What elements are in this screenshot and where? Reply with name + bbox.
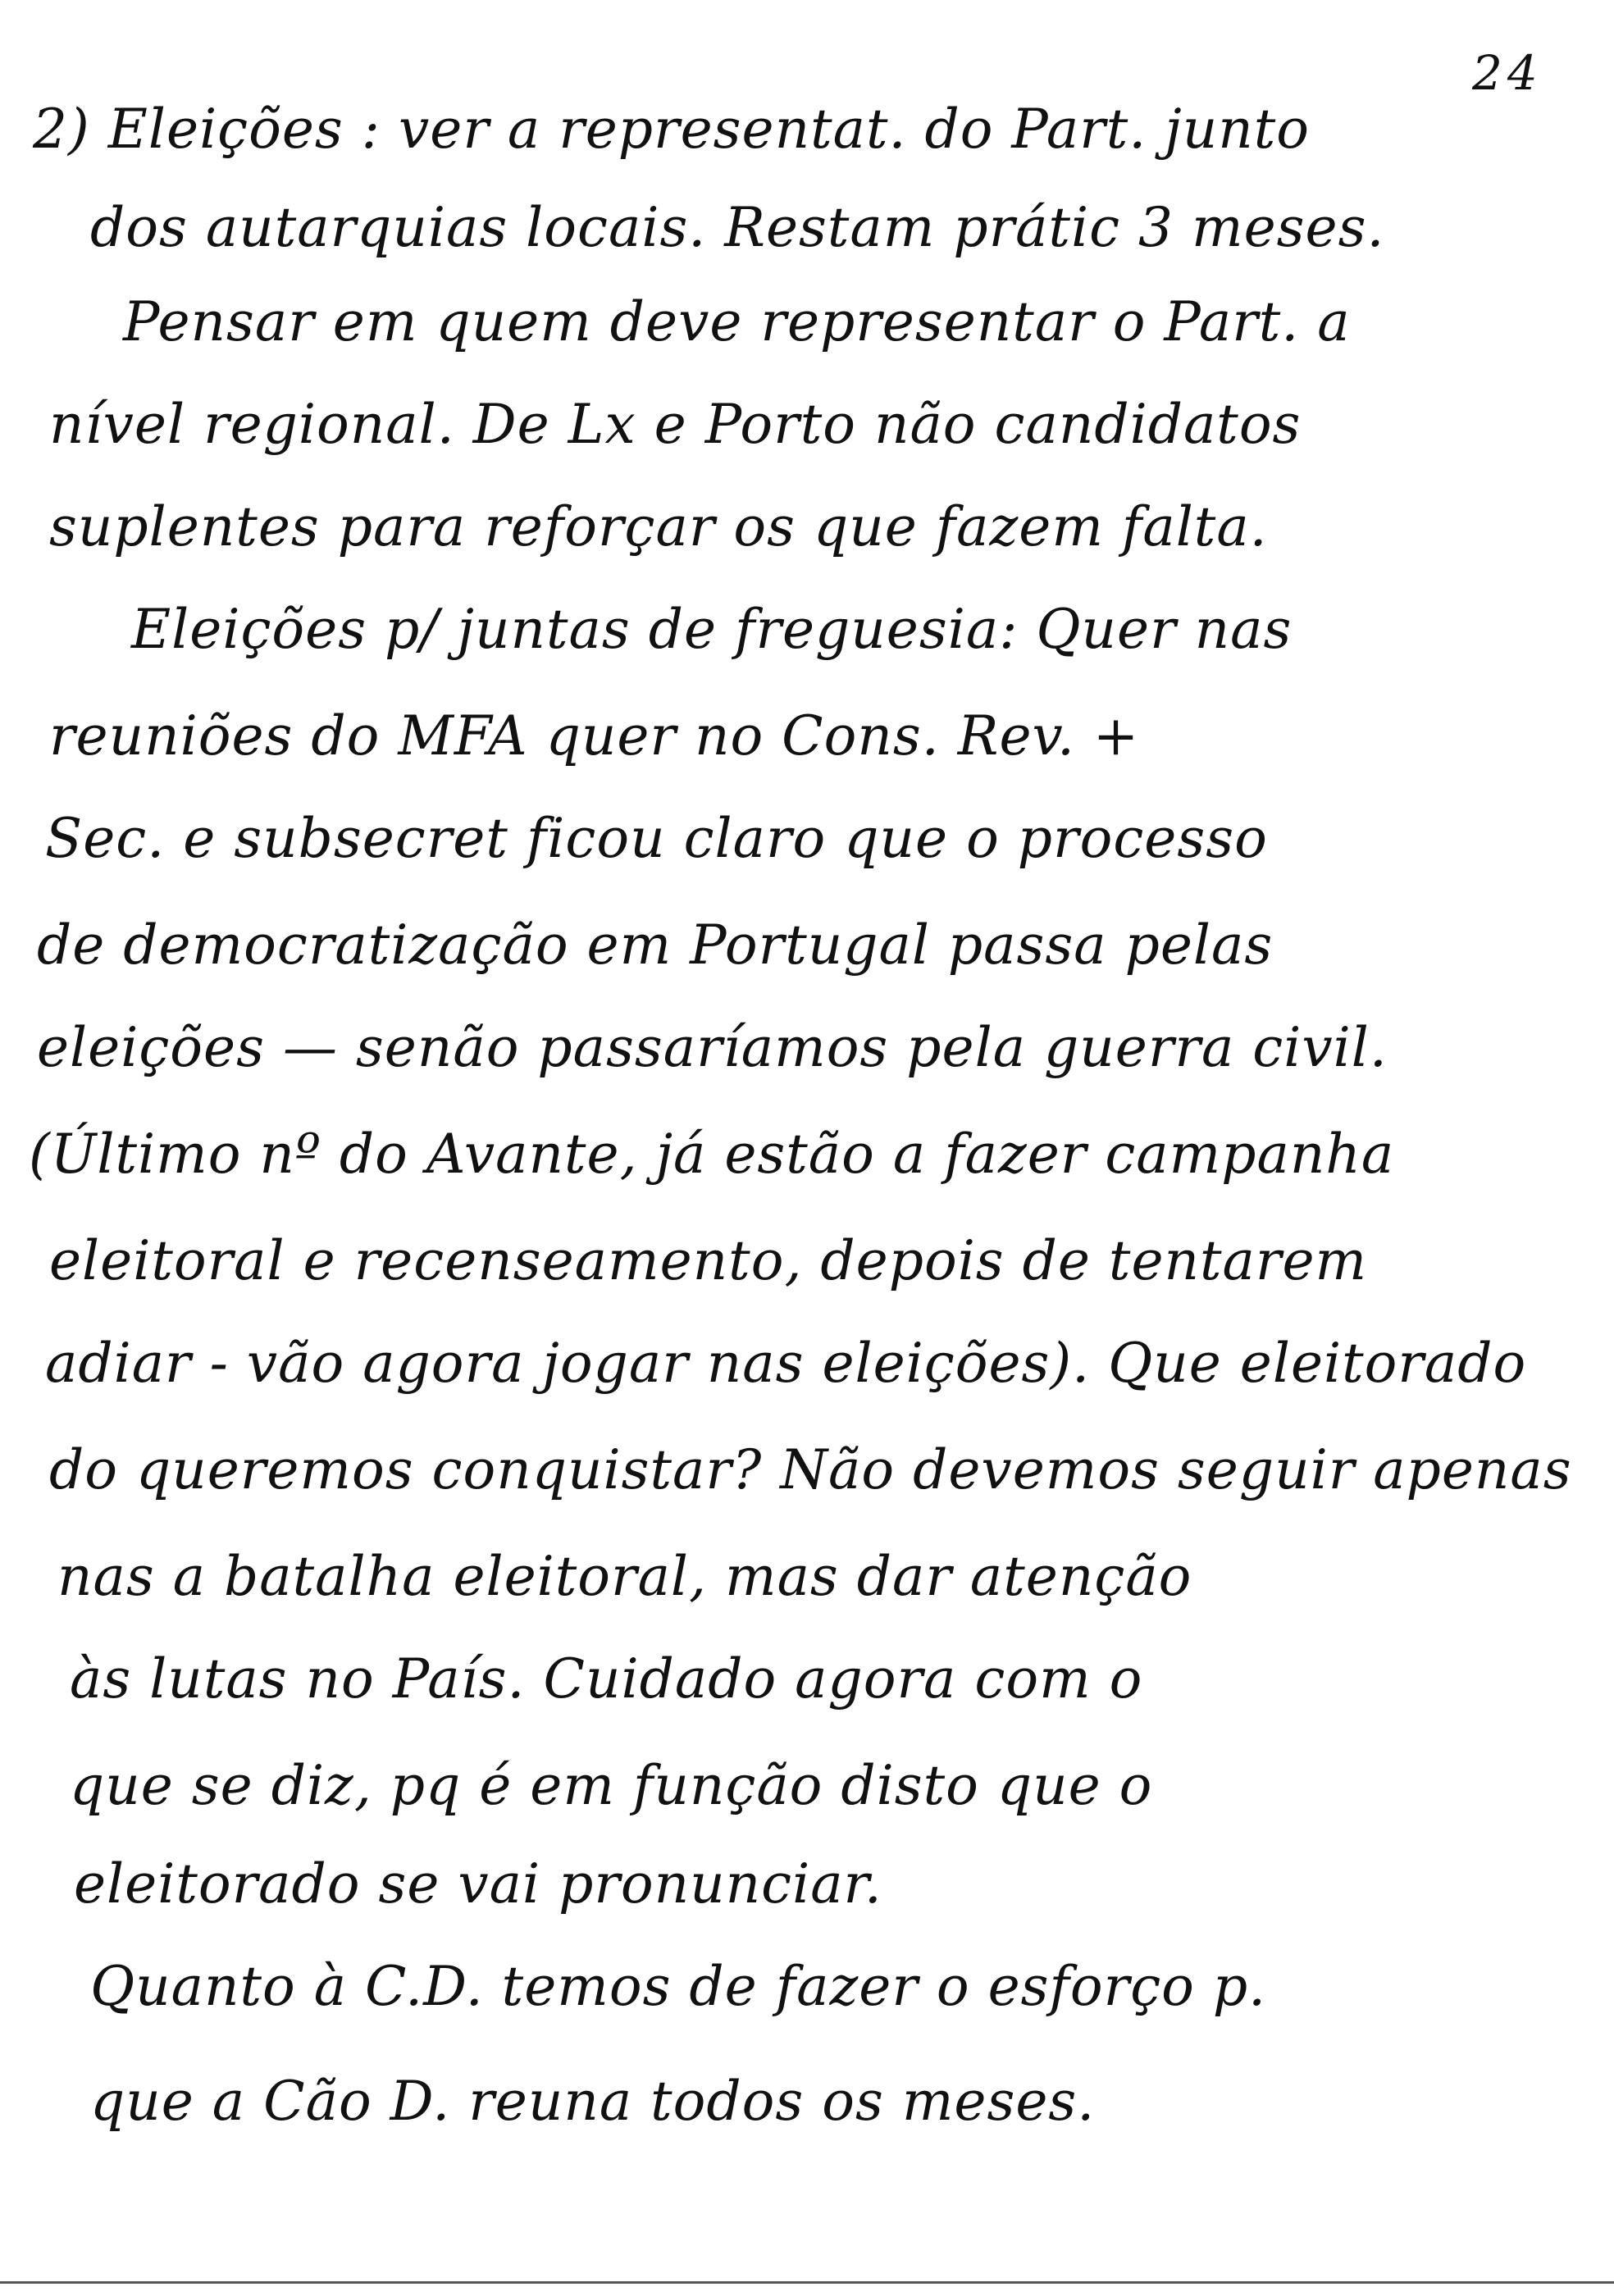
- manuscript-line: nível regional. De Lx e Porto não candidatos: [49, 393, 1302, 456]
- manuscript-line: às lutas no País. Cuidado agora com o: [70, 1647, 1143, 1711]
- manuscript-line: (Último nº do Avante, já estão a fazer campanha: [29, 1123, 1395, 1186]
- manuscript-line: dos autarquias locais. Restam prátic 3 meses.: [90, 196, 1385, 259]
- manuscript-line: nas a batalha eleitoral, mas dar atenção: [57, 1545, 1192, 1608]
- manuscript-line: Eleições p/ juntas de freguesia: Quer nas: [131, 598, 1293, 661]
- manuscript-line: do queremos conquistar? Não devemos seguir apenas: [49, 1438, 1572, 1501]
- manuscript-line: Sec. e subsecret ficou claro que o processo: [45, 807, 1268, 870]
- manuscript-line: 2) Eleições : ver a representat. do Part. junto: [33, 98, 1310, 161]
- manuscript-line: suplentes para reforçar os que fazem falta.: [49, 495, 1268, 558]
- manuscript-line: eleições — senão passaríamos pela guerra civil.: [37, 1016, 1388, 1079]
- manuscript-line: Pensar em quem deve representar o Part. a: [123, 290, 1351, 353]
- manuscript-line: de democratização em Portugal passa pelas: [37, 913, 1274, 977]
- page-bottom-edge: [0, 2281, 1614, 2284]
- manuscript-line: adiar - vão agora jogar nas eleições). Que eleitorado: [45, 1332, 1527, 1395]
- manuscript-line: Quanto à C.D. temos de fazer o esforço p.: [90, 1955, 1267, 2018]
- manuscript-line: eleitorado se vai pronunciar.: [74, 1852, 882, 1916]
- manuscript-line: eleitoral e recenseamento, depois de tentarem: [49, 1229, 1368, 1292]
- page-number: 24: [1472, 45, 1543, 101]
- manuscript-line: reuniões do MFA quer no Cons. Rev. +: [49, 704, 1140, 768]
- manuscript-line: que a Cão D. reuna todos os meses.: [90, 2070, 1096, 2133]
- manuscript-line: que se diz, pq é em função disto que o: [70, 1754, 1153, 1817]
